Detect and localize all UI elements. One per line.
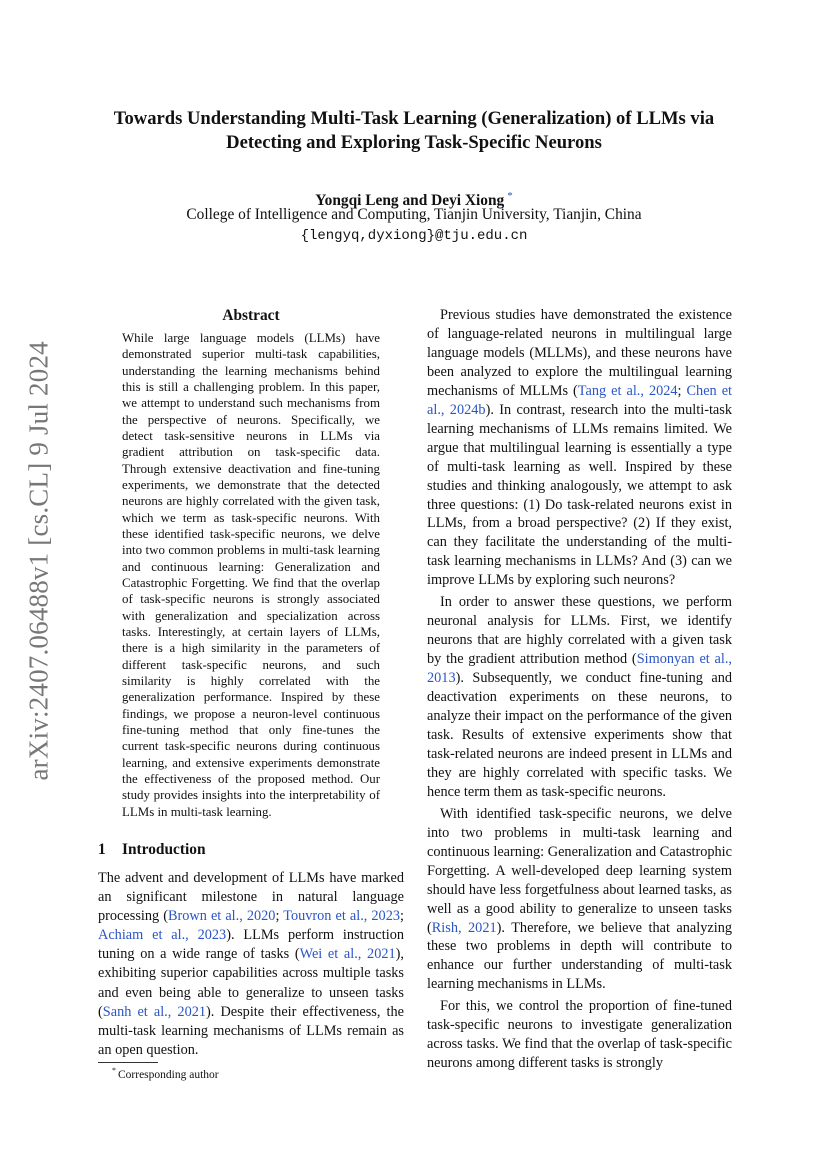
citation-link[interactable]: Simonyan et al., 2013 bbox=[427, 651, 733, 687]
section-number: 1 bbox=[98, 841, 106, 858]
footnote bbox=[112, 1063, 219, 1083]
text-run: ), exhibiting superior capabilities across multiple tasks and even being able to generalize to unseen tasks ( bbox=[98, 946, 404, 1020]
text-run: ; bbox=[677, 382, 687, 399]
introduction-column-right bbox=[427, 306, 732, 1073]
citation-link[interactable]: Rish, 2021 bbox=[431, 919, 497, 936]
footnote-mark: * bbox=[112, 1066, 116, 1075]
citation-link[interactable]: Brown et al., 2020 bbox=[167, 908, 276, 925]
citation-link[interactable]: Achiam et al., 2023 bbox=[98, 927, 227, 944]
text-run: ). In contrast, research into the multi-task learning mechanisms of LLMs remains limited. We argue that multilingual learning is essentially a type of multi-task learning as well. Inspired by these studies and thinking analogously, we attempt to ask three questions: (1) Do task-related neurons exist in LLMs, from a broad perspective? (2) If they exist, can they facilitate the understanding of the multi-task learning mechanisms in LLMs? And (3) can we improve LLMs by exploring such neurons? bbox=[427, 401, 732, 589]
title-line-1: Towards Understanding Multi-Task Learning (Generalization) of LLMs via bbox=[113, 108, 715, 129]
section-heading-introduction bbox=[98, 840, 206, 860]
abstract-body: While large language models (LLMs) have demonstrated superior multi-task capabilities, understanding the learning mechanisms behind this is still a challenging problem. In this paper, we attempt to understand such mechanisms from the perspective of neurons. Specifically, we detect task-sensitive neurons in LLMs via gradient attribution on task-specific data. Through extensive deactivation and fine-tuning experiments, we demonstrate that the detected neurons are highly correlated with the given task, which we term as task-specific neurons. With these identified task-specific neurons, we delve into two common problems in multi-task learning and continuous learning: Generalization and Catastrophic Forgetting. We find that the overlap of task-specific neurons is strongly associated with generalization and specialization across tasks. Interestingly, at certain layers of LLMs, there is a high similarity in the parameters of different task-specific neurons, and such similarity is highly correlated with the generalization performance. Inspired by these findings, we propose a neuron-level continuous fine-tuning method that only fine-tunes the current task-specific neurons during continuous learning, and extensive experiments demonstrate the effectiveness of the proposed method. Our study provides insights into the interpretability of LLMs in multi-task learning. bbox=[122, 331, 380, 819]
citation-link[interactable]: Touvron et al., 2023 bbox=[283, 908, 401, 925]
corresponding-author-mark[interactable]: * bbox=[507, 190, 513, 202]
arxiv-identifier: arXiv:2407.06488v1 [cs.CL] 9 Jul 2024 bbox=[23, 341, 54, 781]
author-names: Yongqi Leng and Deyi Xiong bbox=[315, 192, 505, 210]
text-run: ). LLMs perform instruction tuning on a wide range of tasks ( bbox=[98, 927, 405, 963]
intro-paragraph-4 bbox=[427, 805, 732, 995]
intro-paragraph-3 bbox=[427, 593, 732, 801]
text-run: ). Subsequently, we conduct fine-tuning and deactivation experiments on these neurons, to analyze their impact on the performance of the given task. Results of extensive experiments show that task-related neurons are indeed present in LLMs and they are highly correlated with specific tasks. We hence term them as task-specific neurons. bbox=[427, 670, 732, 800]
citation-link[interactable]: Wei et al., 2021 bbox=[299, 946, 396, 963]
text-run: ; bbox=[400, 908, 404, 925]
paper-title bbox=[80, 107, 748, 155]
text-run: ; bbox=[275, 908, 284, 925]
text-run: The advent and development of LLMs have marked an significant milestone in natural language processing ( bbox=[98, 870, 404, 925]
intro-paragraph-2 bbox=[427, 306, 732, 590]
footnote-text: Corresponding author bbox=[118, 1068, 219, 1081]
introduction-column-left bbox=[98, 869, 404, 1060]
affiliation: College of Intelligence and Computing, Tianjin University, Tianjin, China bbox=[186, 206, 642, 223]
section-title: Introduction bbox=[122, 841, 206, 858]
intro-paragraph-1 bbox=[98, 869, 404, 1060]
text-run: Previous studies have demonstrated the existence of language-related neurons in multilingual large language models (MLLMs), and these neurons have been analyzed to explore the multilingual learning mechanisms of MLLMs ( bbox=[427, 307, 732, 399]
text-run: ). Therefore, we believe that analyzing these two problems in depth will contribute to enhance our further understanding of multi-task learning mechanisms in LLMs. bbox=[427, 919, 732, 993]
citation-link[interactable]: Sanh et al., 2021 bbox=[102, 1003, 207, 1020]
abstract-heading: Abstract bbox=[222, 307, 280, 324]
text-run: In order to answer these questions, we perform neuronal analysis for LLMs. First, we identify neurons that are highly correlated with a given task by the gradient attribution method ( bbox=[427, 594, 732, 668]
intro-paragraph-5: For this, we control the proportion of fine-tuned task-specific neurons to investigate generalization across tasks. We find that the overlap of task-specific neurons among different tasks is strongly bbox=[427, 998, 732, 1072]
author-email: {lengyq,dyxiong}@tju.edu.cn bbox=[300, 228, 528, 244]
citation-link[interactable]: Tang et al., 2024 bbox=[577, 382, 678, 399]
title-line-2: Detecting and Exploring Task-Specific Neurons bbox=[226, 132, 602, 153]
text-run: With identified task-specific neurons, we delve into two problems in multi-task learning and continuous learning: Generalization and Catastrophic Forgetting. A well-developed deep learning system should have less forgetfulness about learned tasks, as well as a good ability to generalize to unseen tasks ( bbox=[427, 805, 732, 936]
text-run: ). Despite their effectiveness, the multi-task learning mechanisms of LLMs remain as an open question. bbox=[98, 1003, 404, 1058]
citation-link[interactable]: Chen et al., 2024b bbox=[427, 382, 733, 418]
